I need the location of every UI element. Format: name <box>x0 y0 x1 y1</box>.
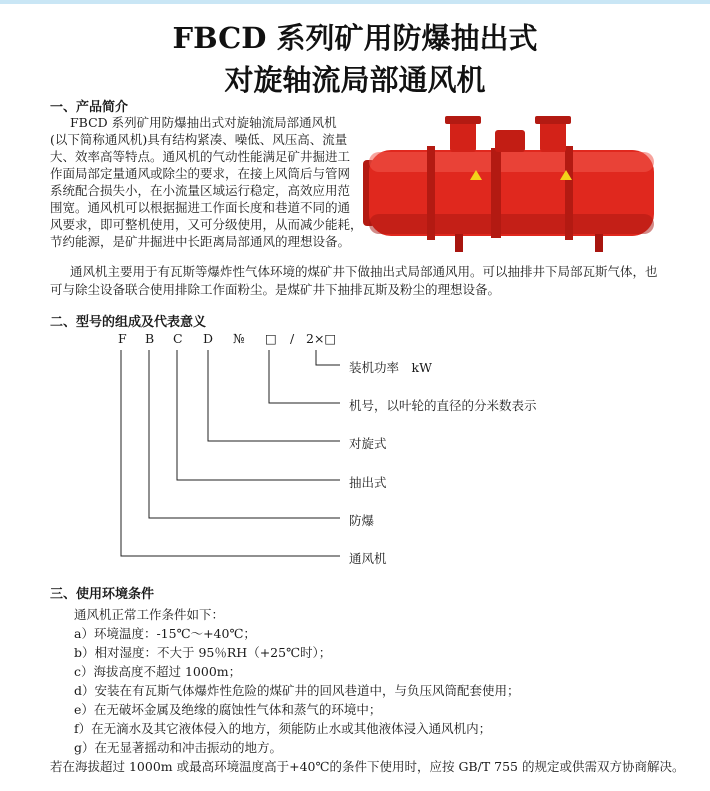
conditions-intro: 通风机正常工作条件如下： <box>74 607 225 622</box>
condition-item: b）相对湿度：不大于 95％RH（+25℃时）； <box>74 645 332 660</box>
conditions-footer: 若在海拔超过 1000m 或最高环境温度高于+40℃的条件下使用时，应按 GB/T 755 的规定或供需双方协商解决。 <box>50 759 685 774</box>
code-label-explosion-proof: 防爆 <box>349 513 375 528</box>
section1-heading: 一、产品简介 <box>50 100 129 115</box>
fan-product-image <box>355 110 660 255</box>
page-title-line1: FBCD 系列矿用防爆抽出式 <box>172 21 538 55</box>
usage-line: 通风机主要用于有瓦斯等爆炸性气体环境的煤矿井下做抽出式局部通风用。可以抽排井下局部瓦斯气体，也 <box>70 264 658 279</box>
intro-line: 大、效率高等特点。通风机的气动性能满足矿井掘进工 <box>50 149 351 164</box>
code-label-extraction: 抽出式 <box>349 475 387 490</box>
intro-line: 作面局部定量通风或除尘的要求，在接上风筒后与管网 <box>50 166 351 181</box>
intro-line: 风要求，即可整机使用，又可分级使用，从而减少能耗， <box>50 217 363 232</box>
condition-item: d）安装在有瓦斯气体爆炸性危险的煤矿井的回风巷道中，与负压风筒配套使用； <box>74 683 520 698</box>
top-accent-bar <box>0 0 710 4</box>
code-letter-b: B <box>145 331 155 346</box>
code-label-machine-no: 机号，以叶轮的直径的分米数表示 <box>349 398 537 413</box>
code-label-power: 装机功率 kW <box>349 360 432 375</box>
code-number-sign: № <box>233 331 245 346</box>
condition-item: a）环境温度：-15℃～+40℃； <box>74 626 256 641</box>
condition-item: e）在无破坏金属及绝缘的腐蚀性气体和蒸气的环境中； <box>74 702 382 717</box>
code-box-number: □ <box>265 331 277 346</box>
intro-line: 围宽。通风机可以根据掘进工作面长度和巷道不同的通 <box>50 200 351 215</box>
usage-line: 可与除尘设备联合使用排除工作面粉尘。是煤矿井下抽排瓦斯及粉尘的理想设备。 <box>50 282 501 297</box>
intro-line: 节约能源，是矿井掘进中长距离局部通风的理想设备。 <box>50 234 351 249</box>
condition-item: g）在无显著摇动和冲击振动的地方。 <box>74 740 283 755</box>
intro-line: (以下简称通风机)具有结构紧凑、噪低、风压高、流量 <box>50 132 348 147</box>
condition-item: f）在无滴水及其它液体侵入的地方，须能防止水或其他液体浸入通风机内； <box>74 721 492 736</box>
section2-heading: 二、型号的组成及代表意义 <box>50 315 207 330</box>
code-label-contra-rotating: 对旋式 <box>349 436 387 451</box>
intro-line: 系统配合损失小，在小流量区域运行稳定，高效应用范 <box>50 183 351 198</box>
code-letter-d: D <box>203 331 214 346</box>
code-slash: / <box>290 331 295 346</box>
code-letter-c: C <box>173 331 183 346</box>
code-letter-f: F <box>118 331 127 346</box>
page-title-line2: 对旋轴流局部通风机 <box>224 63 486 97</box>
condition-item: c）海拔高度不超过 1000m； <box>74 664 242 679</box>
intro-line: FBCD 系列矿用防爆抽出式对旋轴流局部通风机 <box>70 115 337 130</box>
section3-heading: 三、使用环境条件 <box>50 587 155 602</box>
code-power: 2×□ <box>306 331 337 346</box>
code-label-fan: 通风机 <box>349 551 387 566</box>
